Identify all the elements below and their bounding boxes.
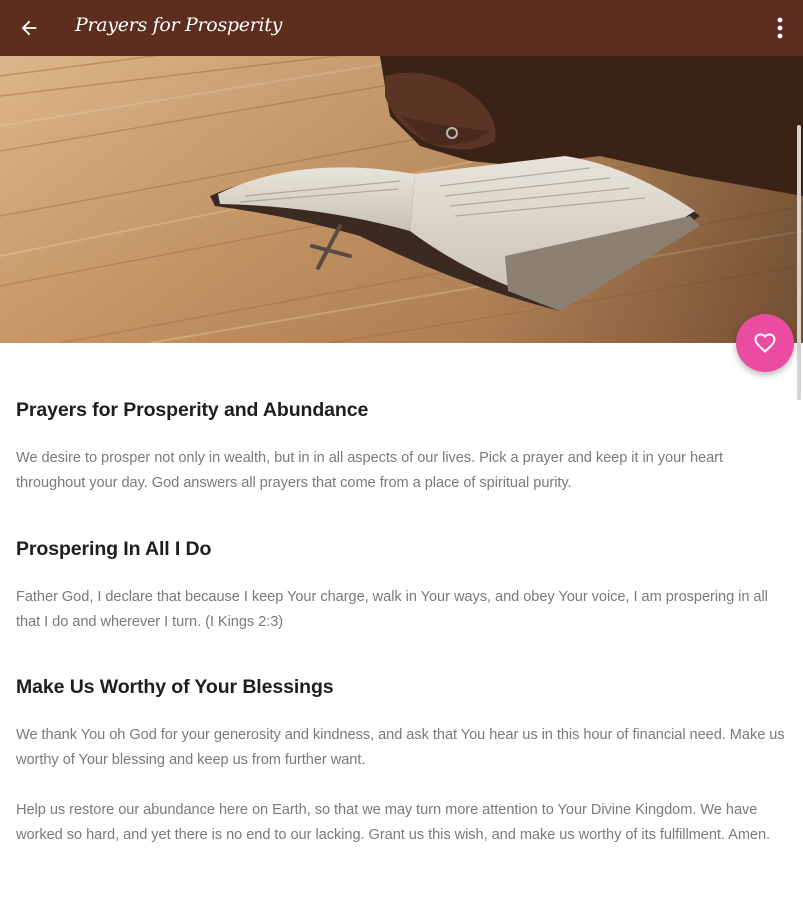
section-paragraph: We desire to prosper not only in wealth, but in in all aspects of our lives. Pick a prayer and keep it in your heart throughout your day. God answers all prayers that come from a place of spiritual purity. xyxy=(16,450,723,491)
section-paragraph: We thank You oh God for your generosity and kindness, and ask that You hear us in this hour of financial need. Make us worthy of Your blessing and keep us from further want. xyxy=(16,727,785,768)
back-button[interactable] xyxy=(14,13,44,43)
heart-outline-icon xyxy=(753,331,777,355)
arrow-left-icon xyxy=(18,17,40,39)
section-paragraph: Father God, I declare that because I keep Your charge, walk in Your ways, and obey Your voice, I am prospering in all that I do and wherever I turn. (I Kings 2:3) xyxy=(16,589,768,630)
section-title: Make Us Worthy of Your Blessings xyxy=(16,676,334,698)
bible-praying-hands-illustration xyxy=(0,56,803,343)
page-title: Prayers for Prosperity xyxy=(75,14,283,36)
section-title: Prospering In All I Do xyxy=(16,538,212,560)
more-vert-icon xyxy=(777,17,783,39)
favorite-button[interactable] xyxy=(736,314,794,372)
scrollbar[interactable] xyxy=(797,125,801,400)
hero-image xyxy=(0,56,803,343)
section-title: Prayers for Prosperity and Abundance xyxy=(16,399,369,421)
section-paragraph: Help us restore our abundance here on Earth, so that we may turn more attention to Your Divine Kingdom. We have worked so hard, and yet there is no end to our lacking. Grant us this wish, and make us worthy of its fulfillment. Amen. xyxy=(16,802,771,843)
app-bar xyxy=(0,0,803,56)
overflow-menu-button[interactable] xyxy=(771,14,789,42)
